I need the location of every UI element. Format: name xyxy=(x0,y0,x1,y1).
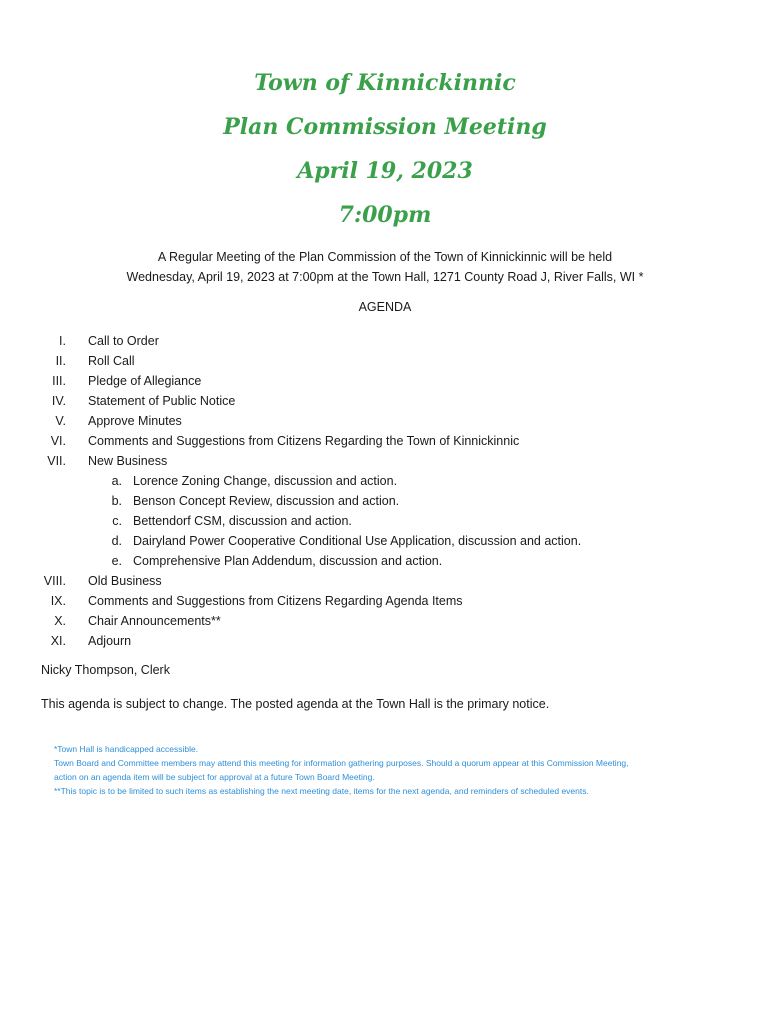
agenda-item-number: IV. xyxy=(51,394,66,408)
sub-item-letter: d. xyxy=(111,534,122,548)
agenda-item-number: VII. xyxy=(47,454,66,468)
agenda-item-number: II. xyxy=(55,354,66,368)
agenda-item xyxy=(0,431,770,451)
agenda-item xyxy=(0,591,770,611)
agenda-list xyxy=(0,331,770,651)
footnote-quorum-continued: action on an agenda item will be subject for approval at a future Town Board Meeting. xyxy=(54,772,375,782)
agenda-title: AGENDA xyxy=(358,300,412,314)
sub-item-letter: c. xyxy=(112,514,122,528)
agenda-item-text: Approve Minutes xyxy=(88,414,182,428)
agenda-item xyxy=(0,331,770,351)
agenda-item-text: Call to Order xyxy=(88,334,159,348)
agenda-item-text: Roll Call xyxy=(88,354,135,368)
footnote-accessibility: *Town Hall is handicapped accessible. xyxy=(54,744,199,754)
sub-item-letter: a. xyxy=(111,474,122,488)
agenda-item-text: Comments and Suggestions from Citizens Regarding the Town of Kinnickinnic xyxy=(88,434,520,448)
new-business-item xyxy=(0,511,770,531)
new-business-item xyxy=(0,471,770,491)
agenda-item xyxy=(0,371,770,391)
town-name-heading: Town of Kinnickinnic xyxy=(254,70,516,96)
agenda-item-number: VI. xyxy=(50,434,66,448)
meeting-date-heading: April 19, 2023 xyxy=(297,158,473,184)
sub-item-letter: b. xyxy=(111,494,122,508)
footnote-announcements: **This topic is to be limited to such items as establishing the next meeting date, items for the next agenda, and reminders of scheduled events. xyxy=(54,786,589,796)
agenda-item xyxy=(0,451,770,471)
agenda-item-number: IX. xyxy=(50,594,66,608)
sub-item-text: Comprehensive Plan Addendum, discussion and action. xyxy=(133,554,443,568)
agenda-item-number: III. xyxy=(52,374,66,388)
agenda-item-number: X. xyxy=(54,614,66,628)
agenda-item xyxy=(0,411,770,431)
footnote-quorum: Town Board and Committee members may attend this meeting for information gathering purposes. Should a quorum appear at this Commission Meeting, xyxy=(54,758,629,768)
agenda-item-text: New Business xyxy=(88,454,168,468)
intro-line-1: A Regular Meeting of the Plan Commission of the Town of Kinnickinnic will be held xyxy=(157,250,613,264)
agenda-item-number: I. xyxy=(59,334,66,348)
sub-item-text: Dairyland Power Cooperative Conditional Use Application, discussion and action. xyxy=(133,534,582,548)
sub-item-text: Bettendorf CSM, discussion and action. xyxy=(133,514,352,528)
sub-item-letter: e. xyxy=(111,554,122,568)
agenda-item-text: Old Business xyxy=(88,574,162,588)
new-business-item xyxy=(0,491,770,511)
meeting-time-heading: 7:00pm xyxy=(338,202,432,228)
new-business-item xyxy=(0,531,770,551)
agenda-change-notice: This agenda is subject to change. The posted agenda at the Town Hall is the primary notice. xyxy=(41,697,550,711)
agenda-item-number: VIII. xyxy=(43,574,66,588)
agenda-item-text: Pledge of Allegiance xyxy=(88,374,202,388)
sub-item-text: Benson Concept Review, discussion and action. xyxy=(133,494,400,508)
agenda-item xyxy=(0,631,770,651)
agenda-item-text: Statement of Public Notice xyxy=(88,394,236,408)
agenda-item xyxy=(0,571,770,591)
meeting-type-heading: Plan Commission Meeting xyxy=(223,114,547,140)
clerk-signature: Nicky Thompson, Clerk xyxy=(41,663,170,677)
agenda-item xyxy=(0,611,770,631)
agenda-item-text: Adjourn xyxy=(88,634,132,648)
sub-item-text: Lorence Zoning Change, discussion and action. xyxy=(133,474,398,488)
agenda-item-text: Chair Announcements** xyxy=(88,614,221,628)
intro-line-2: Wednesday, April 19, 2023 at 7:00pm at the Town Hall, 1271 County Road J, River Falls, WI * xyxy=(126,270,644,284)
agenda-item-number: XI. xyxy=(50,634,66,648)
meeting-intro xyxy=(0,247,770,287)
new-business-item xyxy=(0,551,770,571)
agenda-item xyxy=(0,391,770,411)
footnotes xyxy=(54,742,734,798)
agenda-item-number: V. xyxy=(55,414,66,428)
agenda-item xyxy=(0,351,770,371)
agenda-item-text: Comments and Suggestions from Citizens Regarding Agenda Items xyxy=(88,594,463,608)
